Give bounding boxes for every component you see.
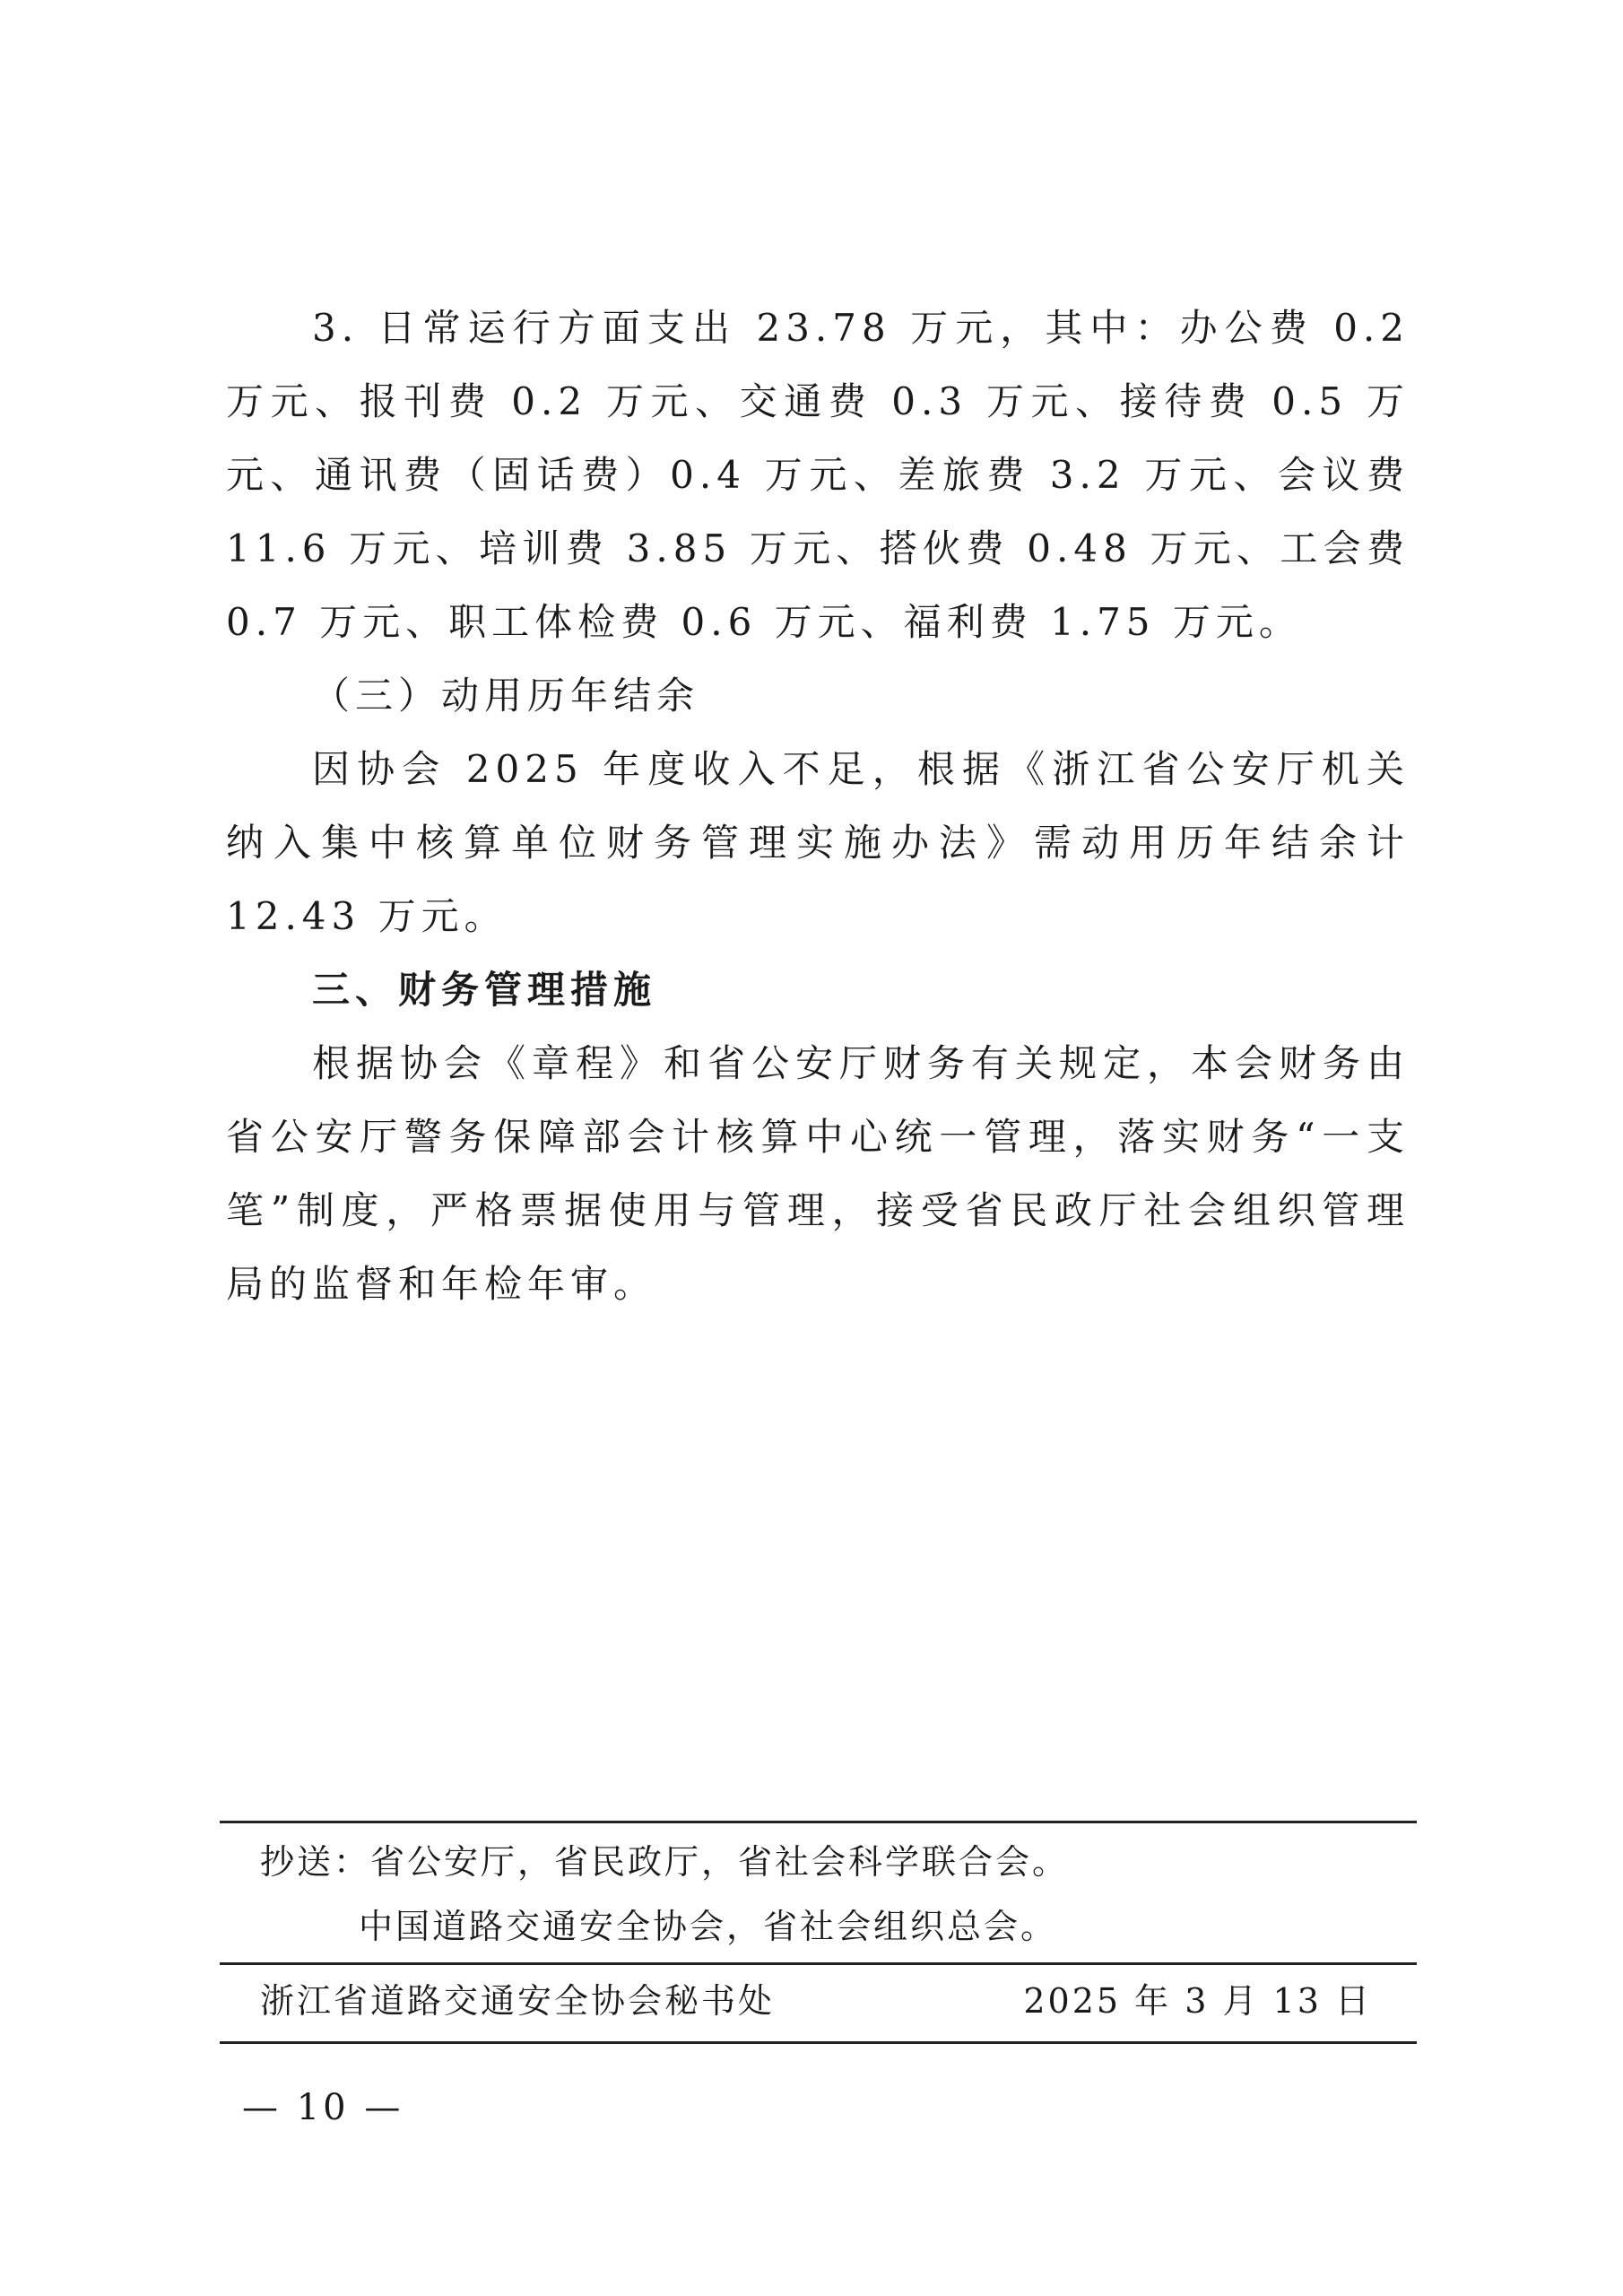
cc-line-1: 抄送：省公安厅，省民政厅，省社会科学联合会。 <box>260 1842 1070 1882</box>
section-heading-financial-management: 三、财务管理措施 <box>312 968 657 1012</box>
issue-date: 2025 年 3 月 13 日 <box>1023 1981 1372 2021</box>
paragraph-financial-management: 根据协会《章程》和省公安厅财务有关规定，本会财务由省公安厅警务保障部会计核算中心统一管理，落实财务“一支笔”制度，严格票据使用与管理，接受省民政厅社会组织管理局的监督和年检年审。 <box>226 1041 1410 1306</box>
page-number: — 10 — <box>242 2087 404 2128</box>
paragraph-daily-operations: 3. 日常运行方面支出 23.78 万元，其中：办公费 0.2 万元、报刊费 0.2 万元、交通费 0.3 万元、接待费 0.5 万元、通讯费（固话费）0.4 万元、差旅费 3.2 万元、会议费 11.6 万元、培训费 3.85 万元、搭伙费 0.48 万元、工会费 0.7 万元、职工体检费 0.6 万元、福利费 1.75 万元。 <box>226 306 1410 644</box>
paragraph-use-surplus: 因协会 2025 年度收入不足，根据《浙江省公安厅机关纳入集中核算单位财务管理实施办法》需动用历年结余计 12.43 万元。 <box>226 747 1410 938</box>
cc-block <box>260 1830 1372 1959</box>
issuer-row <box>260 1969 1372 2033</box>
issuer-name: 浙江省道路交通安全协会秘书处 <box>260 1981 776 2021</box>
sub-heading-use-surplus: （三）动用历年结余 <box>312 674 700 718</box>
body-text <box>226 291 1410 1321</box>
cc-line-2: 中国道路交通安全协会，省社会组织总会。 <box>359 1907 1058 1946</box>
footer-middle-rule <box>220 1962 1417 1965</box>
footer-bottom-rule <box>220 2041 1417 2044</box>
footer-top-rule <box>220 1821 1417 1823</box>
